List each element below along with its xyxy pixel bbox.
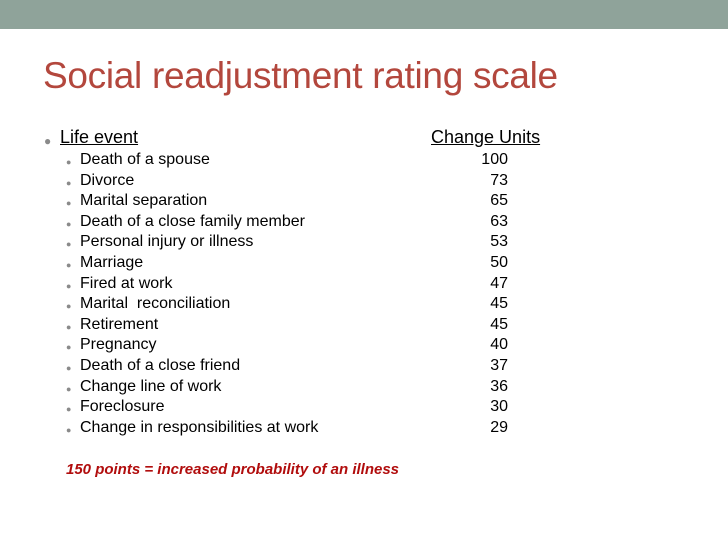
event-label: Death of a close friend — [80, 357, 241, 374]
table-row — [0, 357, 728, 377]
table-row — [0, 172, 728, 192]
bullet-icon: ● — [66, 260, 72, 270]
bullet-icon: ● — [44, 134, 52, 148]
bullet-icon: ● — [66, 281, 72, 291]
table-row — [0, 254, 728, 274]
event-label: Marital separation — [80, 192, 208, 209]
event-units: 63 — [490, 213, 508, 230]
event-units: 53 — [490, 233, 508, 250]
table-row — [0, 316, 728, 336]
table-row — [0, 275, 728, 295]
event-units: 65 — [490, 192, 508, 209]
event-label: Personal injury or illness — [80, 233, 254, 250]
table-row — [0, 151, 728, 171]
table-row — [0, 233, 728, 253]
event-label: Death of a spouse — [80, 151, 210, 168]
event-label: Divorce — [80, 172, 135, 189]
event-units: 40 — [490, 336, 508, 353]
bullet-icon: ● — [66, 342, 72, 352]
event-units: 50 — [490, 254, 508, 271]
bullet-icon: ● — [66, 157, 72, 167]
event-units: 37 — [490, 357, 508, 374]
header-life-event: Life event — [60, 127, 139, 147]
event-label: Pregnancy — [80, 336, 157, 353]
table-row — [0, 398, 728, 418]
event-label: Change in responsibilities at work — [80, 419, 319, 436]
bullet-icon: ● — [66, 301, 72, 311]
event-units: 100 — [481, 151, 508, 168]
event-units: 45 — [490, 295, 508, 312]
event-label: Fired at work — [80, 275, 173, 292]
illness-note: 150 points = increased probability of an illness — [66, 461, 400, 478]
table-row — [0, 378, 728, 398]
event-units: 29 — [490, 419, 508, 436]
event-label: Change line of work — [80, 378, 222, 395]
bullet-icon: ● — [66, 239, 72, 249]
event-label: Retirement — [80, 316, 159, 333]
event-label: Foreclosure — [80, 398, 165, 415]
bullet-icon: ● — [66, 363, 72, 373]
event-units: 47 — [490, 275, 508, 292]
bullet-icon: ● — [66, 404, 72, 414]
event-units: 73 — [490, 172, 508, 189]
event-label: Death of a close family member — [80, 213, 305, 230]
table-row — [0, 336, 728, 356]
event-units: 45 — [490, 316, 508, 333]
bullet-icon: ● — [66, 322, 72, 332]
table-row — [0, 192, 728, 212]
event-units: 30 — [490, 398, 508, 415]
bullet-icon: ● — [66, 178, 72, 188]
bullet-icon: ● — [66, 425, 72, 435]
event-label: Marriage — [80, 254, 144, 271]
event-label: Marital reconciliation — [80, 295, 231, 312]
table-row — [0, 295, 728, 315]
table-row — [0, 213, 728, 233]
slide-title: Social readjustment rating scale — [43, 55, 558, 96]
table-row — [0, 419, 728, 439]
bullet-icon: ● — [66, 198, 72, 208]
bullet-icon: ● — [66, 219, 72, 229]
event-units: 36 — [490, 378, 508, 395]
header-change-units: Change Units — [431, 127, 541, 147]
bullet-icon: ● — [66, 384, 72, 394]
